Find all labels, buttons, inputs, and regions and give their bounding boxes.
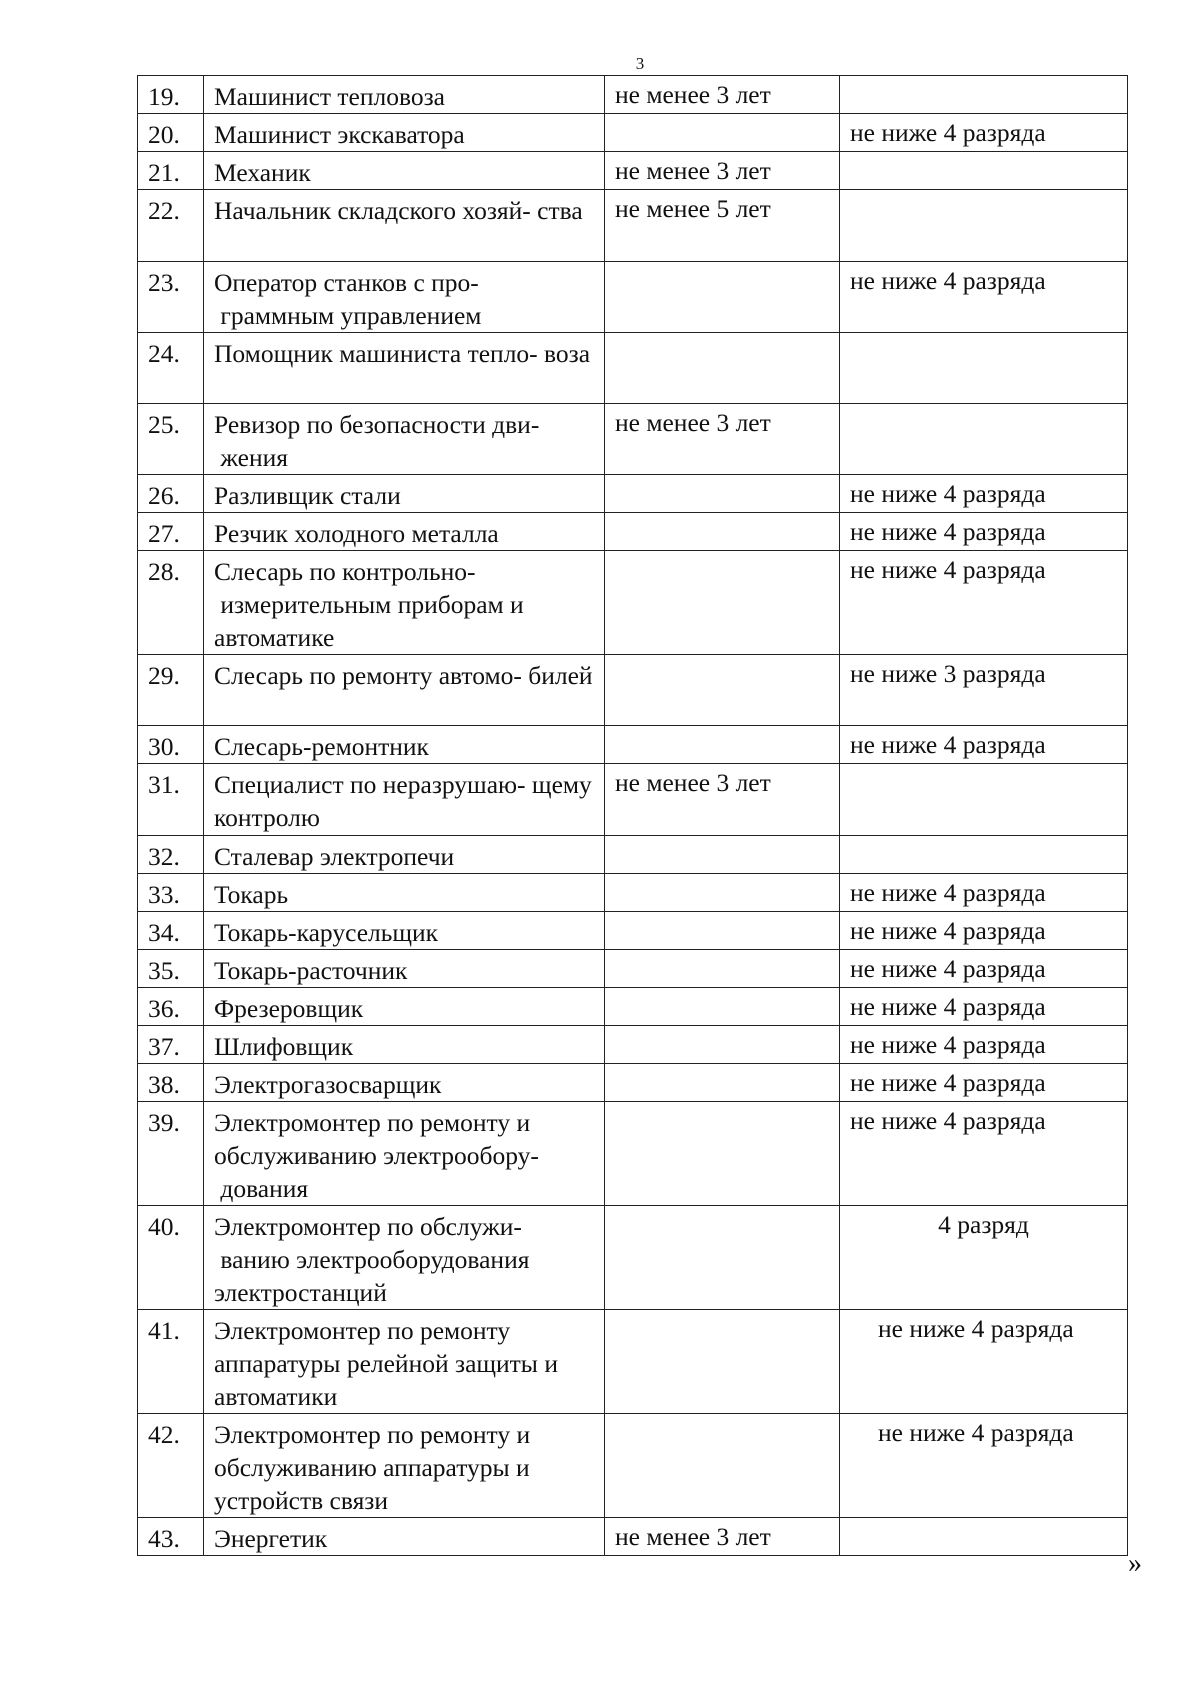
table-row — [138, 874, 1128, 912]
experience-cell — [605, 1310, 840, 1414]
experience-cell: не менее 3 лет — [605, 152, 840, 190]
experience-cell — [605, 874, 840, 912]
row-number-cell: 28. — [138, 551, 204, 655]
row-number-cell: 37. — [138, 1026, 204, 1064]
row-number-cell: 40. — [138, 1206, 204, 1310]
grade-cell: не ниже 4 разряда — [840, 475, 1128, 513]
table-row — [138, 764, 1128, 836]
profession-name-cell: Машинист тепловоза — [204, 76, 605, 114]
experience-cell: не менее 3 лет — [605, 404, 840, 475]
grade-cell: не ниже 4 разряда — [840, 988, 1128, 1026]
row-number-cell: 39. — [138, 1102, 204, 1206]
table-row — [138, 475, 1128, 513]
row-number-cell: 19. — [138, 76, 204, 114]
profession-name-cell: Помощник машиниста тепло- воза — [204, 333, 605, 404]
table-body — [138, 76, 1128, 1556]
experience-cell: не менее 3 лет — [605, 764, 840, 836]
table-row — [138, 1102, 1128, 1206]
experience-cell — [605, 333, 840, 404]
table-row — [138, 76, 1128, 114]
profession-name-cell: Резчик холодного металла — [204, 513, 605, 551]
experience-cell — [605, 912, 840, 950]
row-number-cell: 30. — [138, 726, 204, 764]
table-row — [138, 1518, 1128, 1556]
experience-cell — [605, 950, 840, 988]
grade-cell — [840, 333, 1128, 404]
row-number-cell: 32. — [138, 836, 204, 874]
profession-name-cell: Токарь — [204, 874, 605, 912]
profession-name-cell: Начальник складского хозяй- ства — [204, 190, 605, 262]
table-row — [138, 262, 1128, 333]
grade-cell: не ниже 3 разряда — [840, 655, 1128, 726]
grade-cell — [840, 190, 1128, 262]
grade-cell: не ниже 4 разряда — [840, 1026, 1128, 1064]
row-number-cell: 33. — [138, 874, 204, 912]
table-row — [138, 988, 1128, 1026]
grade-cell: 4 разряд — [840, 1206, 1128, 1310]
profession-name-cell: Механик — [204, 152, 605, 190]
table-row — [138, 551, 1128, 655]
table-row — [138, 333, 1128, 404]
experience-cell — [605, 262, 840, 333]
table-row — [138, 726, 1128, 764]
profession-name-cell: Токарь-карусельщик — [204, 912, 605, 950]
profession-name-cell: Разливщик стали — [204, 475, 605, 513]
experience-cell: не менее 5 лет — [605, 190, 840, 262]
profession-name-cell: Ревизор по безопасности дви- жения — [204, 404, 605, 475]
row-number-cell: 31. — [138, 764, 204, 836]
grade-cell: не ниже 4 разряда — [840, 950, 1128, 988]
experience-cell — [605, 1102, 840, 1206]
experience-cell — [605, 114, 840, 152]
experience-cell — [605, 988, 840, 1026]
grade-cell — [840, 404, 1128, 475]
grade-cell: не ниже 4 разряда — [840, 1310, 1128, 1414]
row-number-cell: 27. — [138, 513, 204, 551]
grade-cell: не ниже 4 разряда — [840, 1064, 1128, 1102]
grade-cell: не ниже 4 разряда — [840, 551, 1128, 655]
profession-name-cell: Электромонтер по ремонту аппаратуры релейной защиты и автоматики — [204, 1310, 605, 1414]
table-row — [138, 1206, 1128, 1310]
row-number-cell: 41. — [138, 1310, 204, 1414]
row-number-cell: 38. — [138, 1064, 204, 1102]
experience-cell — [605, 1064, 840, 1102]
grade-cell — [840, 152, 1128, 190]
qualification-table — [137, 75, 1128, 1556]
table-row — [138, 836, 1128, 874]
row-number-cell: 26. — [138, 475, 204, 513]
page-number: 3 — [635, 54, 645, 73]
grade-cell: не ниже 4 разряда — [840, 262, 1128, 333]
experience-cell — [605, 1414, 840, 1518]
table-row — [138, 1414, 1128, 1518]
profession-name-cell: Оператор станков с про- граммным управлением — [204, 262, 605, 333]
grade-cell: не ниже 4 разряда — [840, 912, 1128, 950]
profession-name-cell: Электромонтер по ремонту и обслуживанию аппаратуры и устройств связи — [204, 1414, 605, 1518]
profession-name-cell: Слесарь-ремонтник — [204, 726, 605, 764]
row-number-cell: 21. — [138, 152, 204, 190]
table-row — [138, 152, 1128, 190]
table-row — [138, 1064, 1128, 1102]
profession-name-cell: Специалист по неразрушаю- щему контролю — [204, 764, 605, 836]
table-row — [138, 655, 1128, 726]
grade-cell: не ниже 4 разряда — [840, 1414, 1128, 1518]
row-number-cell: 24. — [138, 333, 204, 404]
table-row — [138, 1026, 1128, 1064]
table-row — [138, 404, 1128, 475]
grade-cell: не ниже 4 разряда — [840, 114, 1128, 152]
experience-cell: не менее 3 лет — [605, 1518, 840, 1556]
profession-name-cell: Слесарь по ремонту автомо- билей — [204, 655, 605, 726]
row-number-cell: 35. — [138, 950, 204, 988]
table-row — [138, 190, 1128, 262]
profession-name-cell: Электромонтер по ремонту и обслуживанию электрообору- дования — [204, 1102, 605, 1206]
grade-cell: не ниже 4 разряда — [840, 726, 1128, 764]
row-number-cell: 22. — [138, 190, 204, 262]
experience-cell — [605, 836, 840, 874]
profession-name-cell: Слесарь по контрольно- измерительным приборам и автоматике — [204, 551, 605, 655]
grade-cell — [840, 764, 1128, 836]
row-number-cell: 43. — [138, 1518, 204, 1556]
profession-name-cell: Энергетик — [204, 1518, 605, 1556]
table-row — [138, 513, 1128, 551]
profession-name-cell: Машинист экскаватора — [204, 114, 605, 152]
profession-name-cell: Фрезеровщик — [204, 988, 605, 1026]
row-number-cell: 34. — [138, 912, 204, 950]
row-number-cell: 20. — [138, 114, 204, 152]
row-number-cell: 29. — [138, 655, 204, 726]
grade-cell — [840, 76, 1128, 114]
profession-name-cell: Сталевар электропечи — [204, 836, 605, 874]
grade-cell: не ниже 4 разряда — [840, 513, 1128, 551]
grade-cell — [840, 836, 1128, 874]
row-number-cell: 23. — [138, 262, 204, 333]
profession-name-cell: Шлифовщик — [204, 1026, 605, 1064]
table-row — [138, 114, 1128, 152]
experience-cell — [605, 513, 840, 551]
experience-cell — [605, 1026, 840, 1064]
row-number-cell: 36. — [138, 988, 204, 1026]
row-number-cell: 42. — [138, 1414, 204, 1518]
experience-cell — [605, 475, 840, 513]
table-row — [138, 1310, 1128, 1414]
table-row — [138, 912, 1128, 950]
experience-cell: не менее 3 лет — [605, 76, 840, 114]
experience-cell — [605, 1206, 840, 1310]
profession-name-cell: Электрогазосварщик — [204, 1064, 605, 1102]
table-row — [138, 950, 1128, 988]
experience-cell — [605, 655, 840, 726]
grade-cell: не ниже 4 разряда — [840, 874, 1128, 912]
profession-name-cell: Токарь-расточник — [204, 950, 605, 988]
profession-name-cell: Электромонтер по обслужи- ванию электрооборудования электростанций — [204, 1206, 605, 1310]
closing-quote-mark: » — [1128, 1548, 1142, 1579]
experience-cell — [605, 551, 840, 655]
grade-cell: не ниже 4 разряда — [840, 1102, 1128, 1206]
experience-cell — [605, 726, 840, 764]
grade-cell — [840, 1518, 1128, 1556]
row-number-cell: 25. — [138, 404, 204, 475]
